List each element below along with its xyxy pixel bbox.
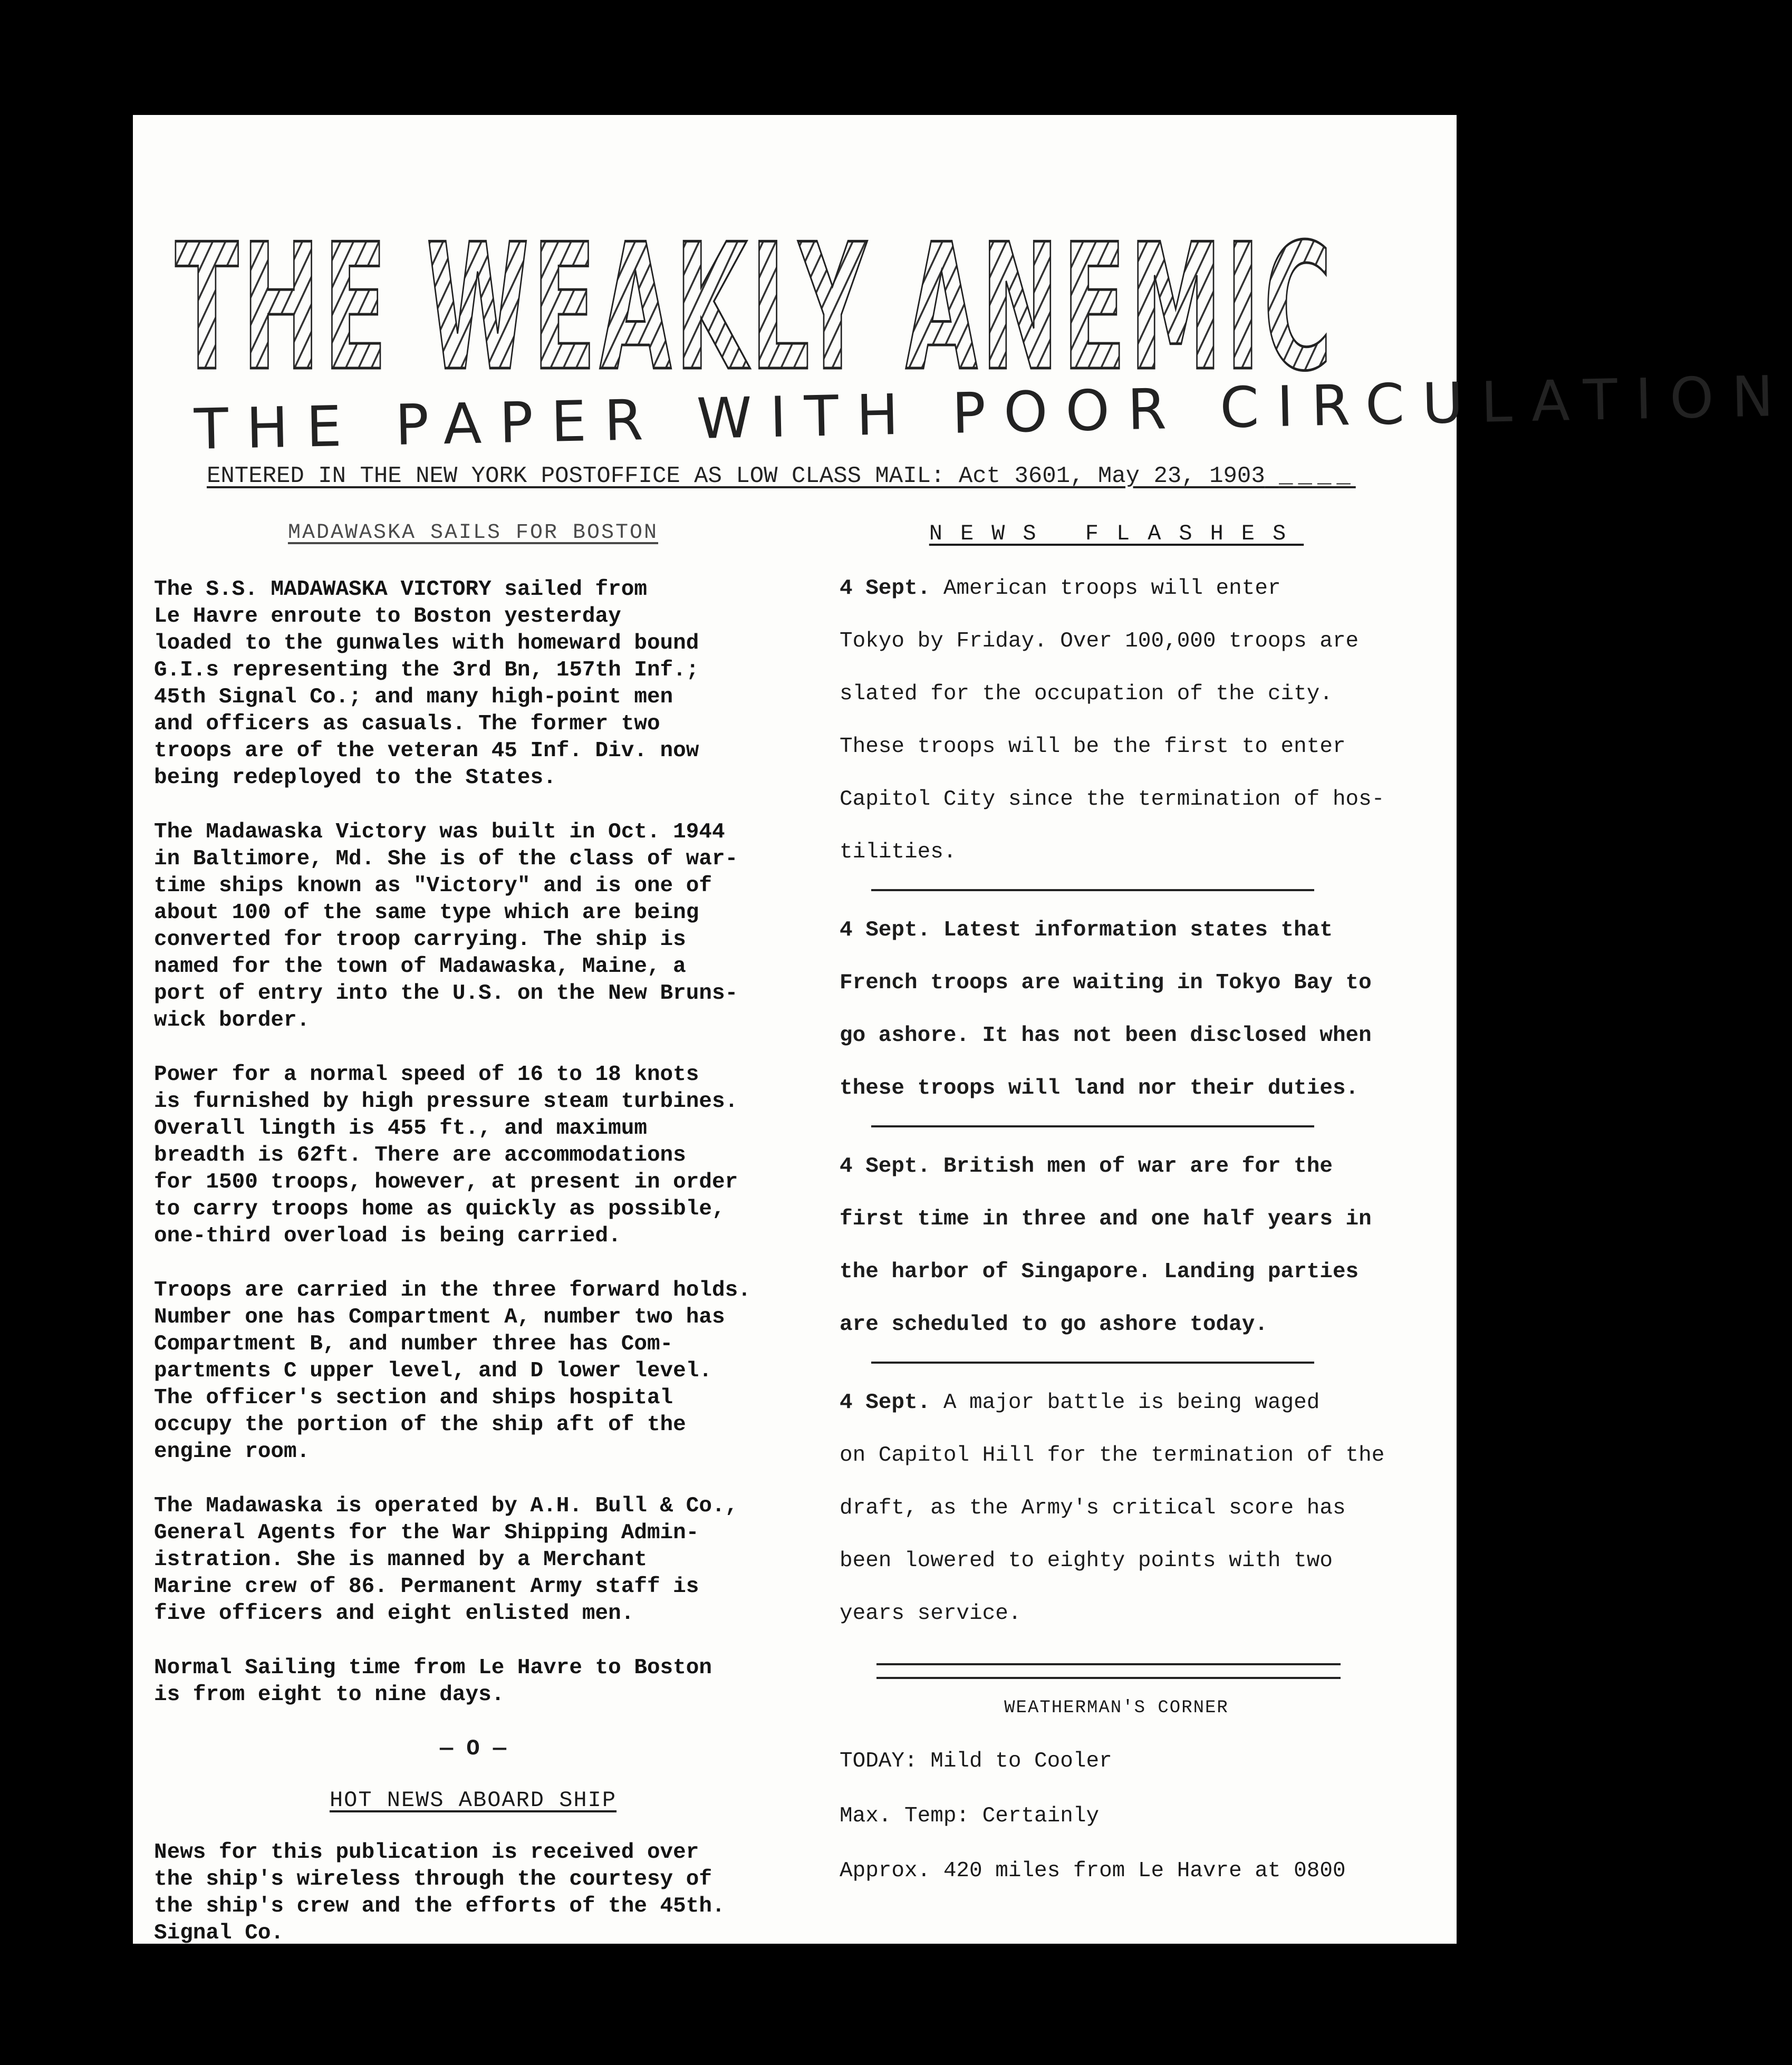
- flash-text: A major battle is being waged on Capitol Hill for the termination of the draft, as the Army's critical score has been lowered to eighty points with two years service.: [840, 1391, 1385, 1626]
- article-paragraph: The Madawaska is operated by A.H. Bull & Co., General Agents for the War Shipping Admin- istration. She is manned by a Merchant Marine crew of 86. Permanent Army staff is five officers and eight enlisted men.: [154, 1494, 738, 1626]
- right-column: [840, 521, 1393, 1898]
- article-paragraph: Normal Sailing time from Le Havre to Boston is from eight to nine days.: [154, 1656, 712, 1707]
- flash-date: 4 Sept.: [840, 1154, 931, 1179]
- newsletter-page: [133, 115, 1792, 1945]
- hot-news-headline: HOT NEWS ABOARD SHIP: [329, 1788, 617, 1813]
- left-column: [154, 521, 792, 1974]
- article-paragraph: Power for a normal speed of 16 to 18 knots is furnished by high pressure steam turbines. Overall lingth is 455 ft., and maximum breadth is 62ft. There are accommodations for 1500 troops, however, at present in order to carry troops home as quickly as possible, one-third overload is being carried.: [154, 1063, 738, 1248]
- news-flash: [840, 562, 1393, 879]
- divider: [871, 1125, 1314, 1127]
- flash-text: Latest information states that French troops are waiting in Tokyo Bay to go ashore. It has not been disclosed when these troops will land nor their duties.: [840, 918, 1372, 1101]
- postoffice-notice-text: ENTERED IN THE NEW YORK POSTOFFICE AS LOW CLASS MAIL: Act 3601, May 23, 1903: [207, 463, 1265, 489]
- divider: [871, 1362, 1314, 1364]
- article-paragraph: Troops are carried in the three forward holds. Number one has Compartment A, number two has Compartment B, and number three has Com- partments C upper level, and D lower level. The officer's section and ships hospital occupy the portion of the ship aft of the engine room.: [154, 1278, 751, 1464]
- weather-position: Approx. 420 miles from Le Havre at 0800: [840, 1859, 1346, 1883]
- divider: [871, 889, 1314, 891]
- news-flash: [840, 904, 1393, 1115]
- weather-today: TODAY: Mild to Cooler: [840, 1749, 1112, 1773]
- news-flashes-headline: NEWS FLASHES: [929, 521, 1304, 546]
- postoffice-notice: [207, 463, 1356, 489]
- double-divider: [876, 1663, 1341, 1679]
- flash-date: 4 Sept.: [840, 1391, 931, 1415]
- section-separator: — O —: [439, 1736, 507, 1761]
- weather-temp: Max. Temp: Certainly: [840, 1804, 1100, 1828]
- notice-dashes: ____: [1279, 463, 1356, 489]
- article-paragraph: The S.S. MADAWASKA VICTORY sailed from Le Havre enroute to Boston yesterday loaded to the gunwales with homeward bound G.I.s representing the 3rd Bn, 157th Inf.; 45th Signal Co.; and many high-point men and officers as casuals. The former two troops are of the veteran 45 Inf. Div. now being redeployed to the States.: [154, 577, 699, 790]
- tagline: THE PAPER WITH POOR CIRCULATION: [194, 363, 1792, 462]
- flash-text: British men of war are for the first time in three and one half years in the harbor of Singapore. Landing parties are scheduled to go ashore today.: [840, 1154, 1372, 1337]
- news-flash: [840, 1376, 1393, 1640]
- flash-date: 4 Sept.: [840, 576, 931, 601]
- news-flash: [840, 1140, 1393, 1351]
- article-paragraph: News for this publication is received over the ship's wireless through the courtesy of the ship's crew and the efforts of the 45th. Signal Co.: [154, 1840, 725, 1945]
- flash-text: American troops will enter Tokyo by Friday. Over 100,000 troops are slated for the occupation of the city. These troops will be the first to enter Capitol City since the termination of hos- tilities.: [840, 576, 1385, 864]
- article-headline: MADAWASKA SAILS FOR BOSTON: [287, 521, 659, 545]
- flash-date: 4 Sept.: [840, 918, 931, 942]
- masthead-title: THE WEAKLY ANEMIC: [175, 207, 1335, 409]
- weather-headline: WEATHERMAN'S CORNER: [1004, 1698, 1229, 1718]
- article-paragraph: The Madawaska Victory was built in Oct. 1944 in Baltimore, Md. She is of the class of war- time ships known as "Victory" and is one of about 100 of the same type which are being converted for troop carrying. The ship is named for the town of Madawaska, Maine, a port of entry into the U.S. on the New Bruns- wick border.: [154, 820, 738, 1032]
